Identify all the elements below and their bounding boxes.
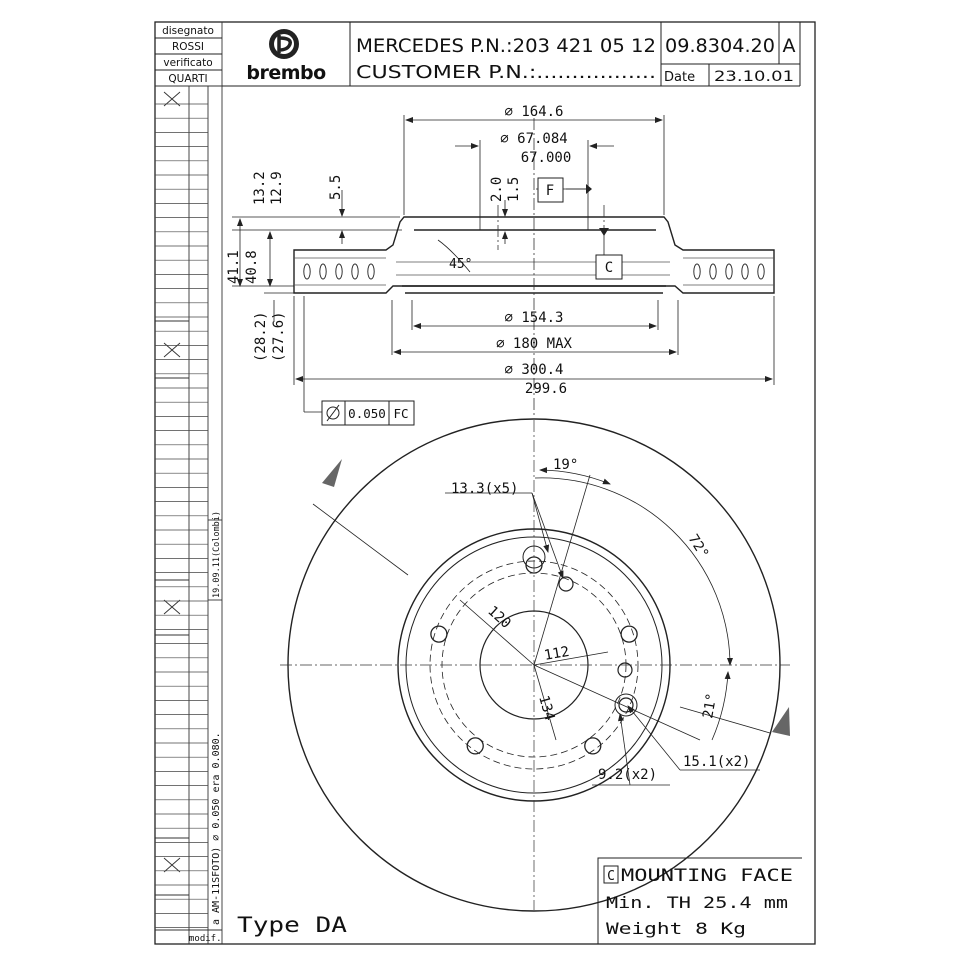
- dim-d154-3: ∅ 154.3: [504, 310, 564, 326]
- mounting-face-note: MOUNTING FACE: [621, 866, 793, 886]
- dim-angle-21: 21°: [700, 692, 721, 720]
- datum-c-label: C: [604, 260, 614, 276]
- designed-label: disegnato: [162, 25, 214, 37]
- view-arrow-top-left-icon: [322, 459, 342, 487]
- checked-by: QUARTI: [168, 73, 208, 85]
- bolt-hole: [431, 626, 447, 642]
- date-label: Date: [664, 70, 696, 85]
- datum-c-triangle: [599, 228, 609, 236]
- dim-h12-9: 12.9: [269, 171, 285, 205]
- dim-holes-15-1: 15.1(x2): [683, 754, 751, 770]
- dim-d299-6: 299.6: [524, 381, 568, 397]
- dim-holes-13-3: 13.3(x5): [451, 481, 519, 497]
- vane: [710, 264, 716, 279]
- dim-h40-8: 40.8: [244, 250, 260, 284]
- dim-d300-4: ∅ 300.4: [504, 362, 564, 378]
- vane: [694, 264, 700, 279]
- section-dimension-lines: [232, 115, 774, 412]
- vane: [726, 264, 732, 279]
- dim-h1-5: 1.5: [506, 176, 522, 202]
- datum-f-triangle: [586, 184, 592, 194]
- brembo-part-number: 09.8304.20: [665, 35, 775, 57]
- dim-d164-6: ∅ 164.6: [504, 104, 564, 120]
- dim-h28-2: (28.2): [253, 311, 269, 362]
- mounting-face-ref: C: [607, 869, 615, 884]
- dim-d67-000: 67.000: [520, 150, 572, 166]
- revision-entry-date: 19.09.11(Colombi): [212, 511, 222, 598]
- oem-part-number: MERCEDES P.N.:203 421 05 12: [356, 36, 656, 57]
- dim-d67-084: ∅ 67.084: [500, 131, 568, 147]
- dim-pcd-134: 134: [535, 693, 558, 723]
- revision-modif-label: modif.: [189, 934, 222, 944]
- datum-f-label: F: [545, 183, 555, 199]
- dim-angle-72: 72°: [684, 531, 712, 562]
- dim-h2-0: 2.0: [489, 176, 505, 202]
- bolt-hole: [467, 738, 483, 754]
- bolt-hole: [585, 738, 601, 754]
- customer-part-number: CUSTOMER P.N.:.................: [356, 63, 656, 83]
- vane: [320, 264, 326, 279]
- brand-wordmark: brembo: [246, 62, 326, 84]
- date-value: 23.10.01: [714, 69, 794, 85]
- type-note: Type DA: [237, 913, 348, 937]
- face-dimension-lines: [313, 470, 770, 785]
- dim-angle-19: 19°: [553, 457, 579, 473]
- vane: [368, 264, 374, 279]
- dim-d180-max: ∅ 180 MAX: [496, 336, 572, 352]
- bolt-hole: [621, 626, 637, 642]
- designed-by: ROSSI: [172, 41, 204, 53]
- dim-angle-45: 45°: [449, 257, 473, 272]
- revision-strip-ruling: [155, 104, 208, 928]
- weight-note: Weight 8 Kg: [606, 919, 746, 938]
- revision-letter: A: [782, 35, 796, 57]
- vane: [352, 264, 358, 279]
- tolerance-ref: FC: [393, 406, 409, 421]
- dim-holes-9-2: 9.2(x2): [598, 767, 658, 783]
- dim-h27-6: (27.6): [271, 311, 287, 362]
- dim-pcd-120: 120: [484, 603, 514, 632]
- dim-pcd-112: 112: [542, 643, 571, 664]
- checked-label: verificato: [163, 57, 213, 69]
- brembo-logo-icon: [246, 29, 326, 84]
- min-thickness-note: Min. TH 25.4 mm: [606, 893, 788, 912]
- revision-entry-text: a AM-11SFOTO) ∅ 0.050 era 0.080.: [211, 732, 222, 925]
- vane: [742, 264, 748, 279]
- dim-h41-1: 41.1: [226, 250, 242, 284]
- dim-h13-2: 13.2: [252, 171, 268, 205]
- tolerance-value: 0.050: [348, 406, 386, 421]
- vane: [758, 264, 764, 279]
- vane: [304, 264, 310, 279]
- dim-h5-5: 5.5: [328, 174, 344, 200]
- vane: [336, 264, 342, 279]
- view-arrow-bottom-right-icon: [772, 707, 790, 736]
